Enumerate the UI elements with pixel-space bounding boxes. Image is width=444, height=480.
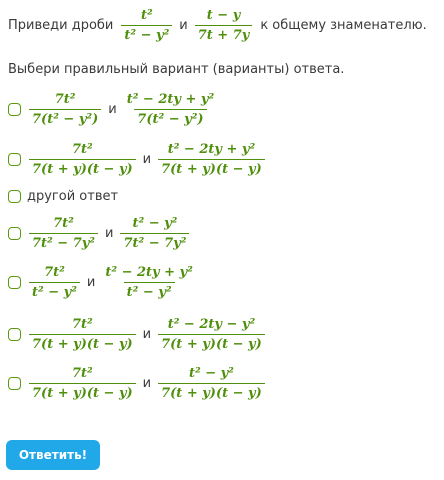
option-fraction-1: [29, 142, 136, 177]
option-checkbox[interactable]: [8, 227, 21, 240]
task-fraction-1-denominator: t² − y²: [121, 25, 172, 43]
option-fraction-2-denominator: 7(t + y)(t − y): [158, 159, 265, 177]
option-fraction-2: [158, 366, 265, 401]
task-fraction-2-denominator: 7t + 7y: [195, 25, 253, 43]
option-conjunction: и: [142, 376, 152, 391]
task-fraction-2-numerator: t − y: [206, 7, 241, 23]
option-fraction-1-numerator: 7t²: [54, 92, 76, 107]
option-fraction-1-numerator: 7t²: [53, 216, 74, 231]
option-fraction-1-denominator: 7(t + y)(t − y): [29, 159, 136, 177]
option-fraction-2: [124, 92, 217, 127]
option-fraction-1-denominator: 7t² − 7y²: [29, 233, 98, 251]
option-conjunction: и: [142, 152, 152, 167]
option-fraction-1: [29, 265, 80, 300]
option-fraction-1: [29, 216, 98, 251]
option-fraction-2-denominator: 7(t² − y²): [134, 109, 206, 127]
option-fraction-1: [29, 317, 136, 352]
task-statement: [8, 4, 427, 46]
option-conjunction: и: [108, 102, 117, 117]
option-fraction-1-numerator: 7t²: [71, 366, 93, 381]
answer-option[interactable]: [8, 189, 118, 204]
option-conjunction: и: [142, 327, 152, 342]
option-fraction-2-numerator: t² − 2ty − y²: [167, 317, 256, 332]
option-fraction-1-denominator: t² − y²: [29, 282, 80, 300]
option-fraction-2: [102, 265, 195, 300]
option-conjunction: и: [104, 226, 114, 241]
task-fraction-2: [195, 8, 253, 43]
option-fraction-1-denominator: 7(t² − y²): [29, 109, 101, 127]
task-suffix: к общему знаменателю.: [260, 17, 427, 33]
task-conjunction: и: [179, 17, 188, 33]
instruction-text: Выбери правильный вариант (варианты) ответа.: [8, 62, 345, 77]
answer-option[interactable]: [8, 265, 198, 300]
option-fraction-2-denominator: 7(t + y)(t − y): [158, 383, 265, 401]
option-fraction-1-numerator: 7t²: [71, 317, 93, 332]
answer-option[interactable]: [8, 366, 267, 401]
option-fraction-1-numerator: 7t²: [44, 265, 65, 280]
option-fraction-2-denominator: 7t² − 7y²: [120, 233, 189, 251]
option-fraction-2-numerator: t² − 2ty + y²: [105, 265, 193, 280]
option-fraction-2-denominator: t² − y²: [124, 282, 175, 300]
option-fraction-2: [158, 142, 265, 177]
option-label: другой ответ: [27, 189, 119, 204]
task-prefix: Приведи дроби: [8, 17, 114, 33]
option-checkbox[interactable]: [8, 328, 21, 341]
option-fraction-1-denominator: 7(t + y)(t − y): [29, 383, 136, 401]
submit-button[interactable]: Ответить!: [6, 440, 100, 470]
option-fraction-2-numerator: t² − 2ty + y²: [167, 142, 256, 157]
option-checkbox[interactable]: [8, 190, 21, 203]
answer-option[interactable]: [8, 92, 219, 127]
option-fraction-2-denominator: 7(t + y)(t − y): [158, 334, 265, 352]
option-checkbox[interactable]: [8, 377, 21, 390]
option-fraction-1-numerator: 7t²: [71, 142, 93, 157]
option-fraction-1-denominator: 7(t + y)(t − y): [29, 334, 136, 352]
answer-option[interactable]: [8, 216, 191, 251]
answer-option[interactable]: [8, 142, 267, 177]
option-fraction-2-numerator: t² − y²: [188, 366, 234, 381]
option-fraction-2: [120, 216, 189, 251]
option-conjunction: и: [86, 275, 96, 290]
option-fraction-1: [29, 366, 136, 401]
option-fraction-2-numerator: t² − y²: [132, 216, 178, 231]
task-fraction-1-numerator: t²: [140, 7, 153, 23]
option-checkbox[interactable]: [8, 276, 21, 289]
option-checkbox[interactable]: [8, 153, 21, 166]
option-fraction-2-numerator: t² − 2ty + y²: [126, 92, 215, 107]
option-checkbox[interactable]: [8, 103, 21, 116]
answer-option[interactable]: [8, 317, 267, 352]
option-fraction-2: [158, 317, 265, 352]
option-fraction-1: [29, 92, 101, 127]
task-fraction-1: [121, 8, 172, 43]
